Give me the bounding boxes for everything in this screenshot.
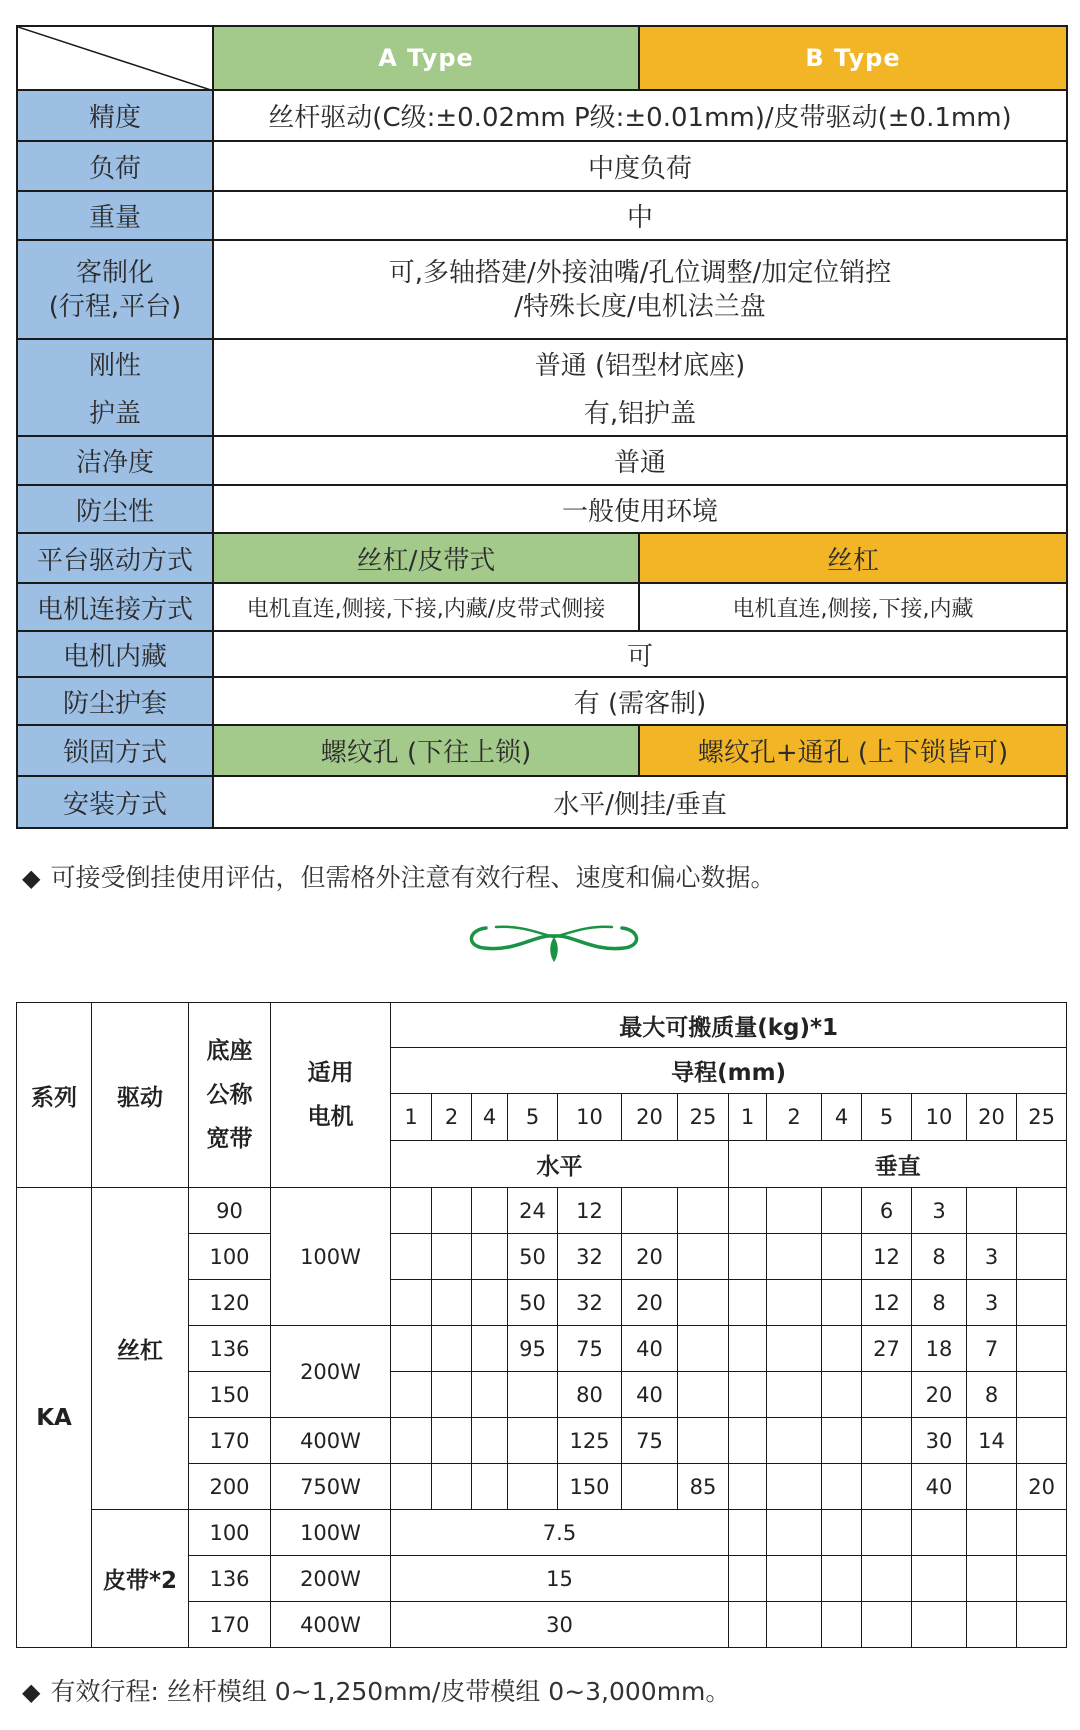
belt-horizontal-load: 15 — [391, 1556, 729, 1602]
value-customization — [213, 240, 1067, 339]
diamond-bullet-icon: ◆ — [22, 1678, 41, 1706]
header-motor-l2: 电机 — [307, 1104, 354, 1130]
belt-horizontal-load: 30 — [391, 1602, 729, 1648]
cell — [678, 1280, 729, 1326]
table-row — [17, 1510, 1067, 1556]
cell — [767, 1326, 822, 1372]
cell: 8 — [912, 1280, 967, 1326]
cell: 3 — [967, 1234, 1017, 1280]
cell — [1017, 1418, 1067, 1464]
header-base-width-l3: 宽带 — [206, 1126, 253, 1152]
value-motor-connection-b: 电机直连,侧接,下接,内藏 — [639, 583, 1067, 631]
cell — [472, 1464, 508, 1510]
table-row — [17, 1188, 1067, 1234]
cell: 50 — [508, 1280, 558, 1326]
cell: 40 — [622, 1372, 678, 1418]
cell — [767, 1234, 822, 1280]
lead-v-10: 10 — [912, 1094, 967, 1141]
cell: 20 — [622, 1280, 678, 1326]
value-weight: 中 — [213, 191, 1067, 240]
cell — [508, 1372, 558, 1418]
note-effective-stroke-text: 有效行程: 丝杆模组 0~1,250mm/皮带模组 0~3,000mm。 — [50, 1677, 731, 1706]
cell — [391, 1280, 432, 1326]
cell — [822, 1418, 862, 1464]
cell — [862, 1464, 912, 1510]
lead-h-10: 10 — [558, 1094, 622, 1141]
cell — [391, 1188, 432, 1234]
cell: 85 — [678, 1464, 729, 1510]
cell — [391, 1326, 432, 1372]
cell: 150 — [558, 1464, 622, 1510]
cell: 18 — [912, 1326, 967, 1372]
cell: 20 — [912, 1372, 967, 1418]
motor-200w: 200W — [271, 1326, 391, 1418]
label-customization — [17, 240, 213, 339]
cell: 40 — [622, 1326, 678, 1372]
label-cover: 护盖 — [17, 387, 213, 436]
lead-v-1: 1 — [729, 1094, 767, 1141]
cell — [391, 1464, 432, 1510]
cell — [967, 1188, 1017, 1234]
cell — [729, 1464, 767, 1510]
cell: 12 — [862, 1280, 912, 1326]
cell: 80 — [558, 1372, 622, 1418]
cell — [862, 1418, 912, 1464]
cell: 75 — [622, 1418, 678, 1464]
header-max-load: 最大可搬质量(kg)*1 — [391, 1003, 1067, 1048]
cell — [678, 1234, 729, 1280]
cell: 32 — [558, 1280, 622, 1326]
lead-h-2: 2 — [432, 1094, 472, 1141]
label-weight: 重量 — [17, 191, 213, 240]
lead-v-5: 5 — [862, 1094, 912, 1141]
note-inverted-mounting-text: 可接受倒挂使用评估，但需格外注意有效行程、速度和偏心数据。 — [50, 863, 776, 892]
label-dust-boot: 防尘护套 — [17, 677, 213, 725]
value-motor-built-in: 可 — [213, 631, 1067, 677]
cell: 12 — [862, 1234, 912, 1280]
label-drive: 平台驱动方式 — [17, 533, 213, 583]
cell — [1017, 1280, 1067, 1326]
cell — [767, 1280, 822, 1326]
cell: 8 — [967, 1372, 1017, 1418]
value-dustproof: 一般使用环境 — [213, 485, 1067, 533]
lead-v-20: 20 — [967, 1094, 1017, 1141]
drive-belt: 皮带*2 — [92, 1510, 189, 1648]
value-customization-line2: /特殊长度/电机法兰盘 — [514, 291, 766, 322]
cell — [767, 1372, 822, 1418]
value-cover: 有,铝护盖 — [213, 387, 1067, 436]
value-drive-a: 丝杠/皮带式 — [213, 533, 639, 583]
cell — [432, 1234, 472, 1280]
cell — [678, 1372, 729, 1418]
label-customization-line2: (行程,平台) — [48, 291, 182, 322]
cell: 3 — [912, 1188, 967, 1234]
cell: 50 — [508, 1234, 558, 1280]
value-customization-line1: 可,多轴搭建/外接油嘴/孔位调整/加定位销控 — [388, 257, 892, 288]
cell — [822, 1326, 862, 1372]
value-motor-connection-a: 电机直连,侧接,下接,内藏/皮带式侧接 — [213, 583, 639, 631]
header-series: 系列 — [17, 1003, 92, 1188]
cell — [678, 1326, 729, 1372]
cell — [767, 1418, 822, 1464]
motor-100w: 100W — [271, 1188, 391, 1326]
cell — [432, 1280, 472, 1326]
label-locking: 锁固方式 — [17, 725, 213, 776]
base-width: 100 — [189, 1234, 271, 1280]
value-locking-b: 螺纹孔+通孔 (上下锁皆可) — [639, 725, 1067, 776]
cell: 7 — [967, 1326, 1017, 1372]
cell — [1017, 1326, 1067, 1372]
cell — [822, 1188, 862, 1234]
header-b-type: B Type — [639, 26, 1067, 90]
value-load: 中度负荷 — [213, 141, 1067, 191]
value-locking-a: 螺纹孔 (下往上锁) — [213, 725, 639, 776]
cell — [1017, 1188, 1067, 1234]
cell — [472, 1326, 508, 1372]
label-dustproof: 防尘性 — [17, 485, 213, 533]
motor: 100W — [271, 1510, 391, 1556]
lead-v-4: 4 — [822, 1094, 862, 1141]
label-cleanliness: 洁净度 — [17, 436, 213, 485]
cell — [822, 1234, 862, 1280]
cell — [1017, 1234, 1067, 1280]
drive-screw: 丝杠 — [92, 1188, 189, 1510]
label-motor-connection: 电机连接方式 — [17, 583, 213, 631]
diagonal-divider-icon — [18, 27, 213, 90]
belt-horizontal-load: 7.5 — [391, 1510, 729, 1556]
base-width: 170 — [189, 1418, 271, 1464]
header-base-width — [189, 1003, 271, 1188]
cell — [508, 1418, 558, 1464]
cell — [622, 1188, 678, 1234]
diamond-bullet-icon: ◆ — [22, 864, 41, 892]
cell: 3 — [967, 1280, 1017, 1326]
header-motor-l1: 适用 — [307, 1060, 354, 1086]
cell: 24 — [508, 1188, 558, 1234]
value-mounting: 水平/侧挂/垂直 — [213, 776, 1067, 828]
lead-h-5: 5 — [508, 1094, 558, 1141]
cell: 32 — [558, 1234, 622, 1280]
motor: 200W — [271, 1556, 391, 1602]
label-precision: 精度 — [17, 90, 213, 141]
corner-cell — [17, 26, 213, 90]
cell: 20 — [622, 1234, 678, 1280]
cell: 30 — [912, 1418, 967, 1464]
cell — [822, 1372, 862, 1418]
base-width: 136 — [189, 1556, 271, 1602]
header-a-type: A Type — [213, 26, 639, 90]
label-rigidity: 刚性 — [17, 339, 213, 387]
value-dust-boot: 有 (需客制) — [213, 677, 1067, 725]
cell — [432, 1464, 472, 1510]
cell — [432, 1372, 472, 1418]
motor: 400W — [271, 1602, 391, 1648]
motor-750w: 750W — [271, 1464, 391, 1510]
label-mounting: 安装方式 — [17, 776, 213, 828]
note-inverted-mounting — [22, 858, 775, 894]
cell — [729, 1372, 767, 1418]
cell — [822, 1464, 862, 1510]
cell: 27 — [862, 1326, 912, 1372]
cell: 14 — [967, 1418, 1017, 1464]
base-width: 150 — [189, 1372, 271, 1418]
cell — [678, 1188, 729, 1234]
header-horizontal: 水平 — [391, 1141, 729, 1188]
header-base-width-l1: 底座 — [206, 1038, 253, 1064]
header-vertical: 垂直 — [729, 1141, 1067, 1188]
cell — [678, 1418, 729, 1464]
cell — [391, 1234, 432, 1280]
base-width: 100 — [189, 1510, 271, 1556]
cell — [767, 1464, 822, 1510]
cell — [1017, 1372, 1067, 1418]
lead-v-2: 2 — [767, 1094, 822, 1141]
max-load-table — [16, 1002, 1067, 1648]
cell: 125 — [558, 1418, 622, 1464]
value-rigidity: 普通 (铝型材底座) — [213, 339, 1067, 387]
cell — [822, 1280, 862, 1326]
label-motor-built-in: 电机内藏 — [17, 631, 213, 677]
header-base-width-l2: 公称 — [206, 1082, 253, 1108]
cell: 95 — [508, 1326, 558, 1372]
cell — [729, 1280, 767, 1326]
cell — [391, 1372, 432, 1418]
base-width: 90 — [189, 1188, 271, 1234]
value-drive-b: 丝杠 — [639, 533, 1067, 583]
header-motor — [271, 1003, 391, 1188]
cell — [472, 1234, 508, 1280]
cell — [729, 1326, 767, 1372]
header-lead: 导程(mm) — [391, 1048, 1067, 1094]
base-width: 136 — [189, 1326, 271, 1372]
cell: 12 — [558, 1188, 622, 1234]
cell — [862, 1372, 912, 1418]
cell: 20 — [1017, 1464, 1067, 1510]
lead-h-20: 20 — [622, 1094, 678, 1141]
cell — [472, 1418, 508, 1464]
value-precision: 丝杆驱动(C级:±0.02mm P级:±0.01mm)/皮带驱动(±0.1mm) — [213, 90, 1067, 141]
lead-h-4: 4 — [472, 1094, 508, 1141]
base-width: 120 — [189, 1280, 271, 1326]
cell — [622, 1464, 678, 1510]
lead-v-25: 25 — [1017, 1094, 1067, 1141]
series-ka: KA — [17, 1188, 92, 1648]
note-effective-stroke — [22, 1672, 730, 1708]
label-customization-line1: 客制化 — [75, 257, 154, 288]
cell — [729, 1188, 767, 1234]
base-width: 170 — [189, 1602, 271, 1648]
cell — [472, 1188, 508, 1234]
cell — [967, 1464, 1017, 1510]
label-load: 负荷 — [17, 141, 213, 191]
value-cleanliness: 普通 — [213, 436, 1067, 485]
green-flourish-icon — [466, 922, 642, 968]
cell: 75 — [558, 1326, 622, 1372]
lead-h-1: 1 — [391, 1094, 432, 1141]
cell: 40 — [912, 1464, 967, 1510]
base-width: 200 — [189, 1464, 271, 1510]
motor-400w: 400W — [271, 1418, 391, 1464]
cell — [432, 1418, 472, 1464]
cell — [508, 1464, 558, 1510]
cell — [767, 1188, 822, 1234]
spec-comparison-table — [16, 25, 1068, 829]
cell — [432, 1326, 472, 1372]
cell — [432, 1188, 472, 1234]
lead-h-25: 25 — [678, 1094, 729, 1141]
header-drive: 驱动 — [92, 1003, 189, 1188]
cell — [729, 1418, 767, 1464]
cell — [472, 1280, 508, 1326]
cell: 8 — [912, 1234, 967, 1280]
cell — [729, 1234, 767, 1280]
cell — [391, 1418, 432, 1464]
cell — [472, 1372, 508, 1418]
cell: 6 — [862, 1188, 912, 1234]
